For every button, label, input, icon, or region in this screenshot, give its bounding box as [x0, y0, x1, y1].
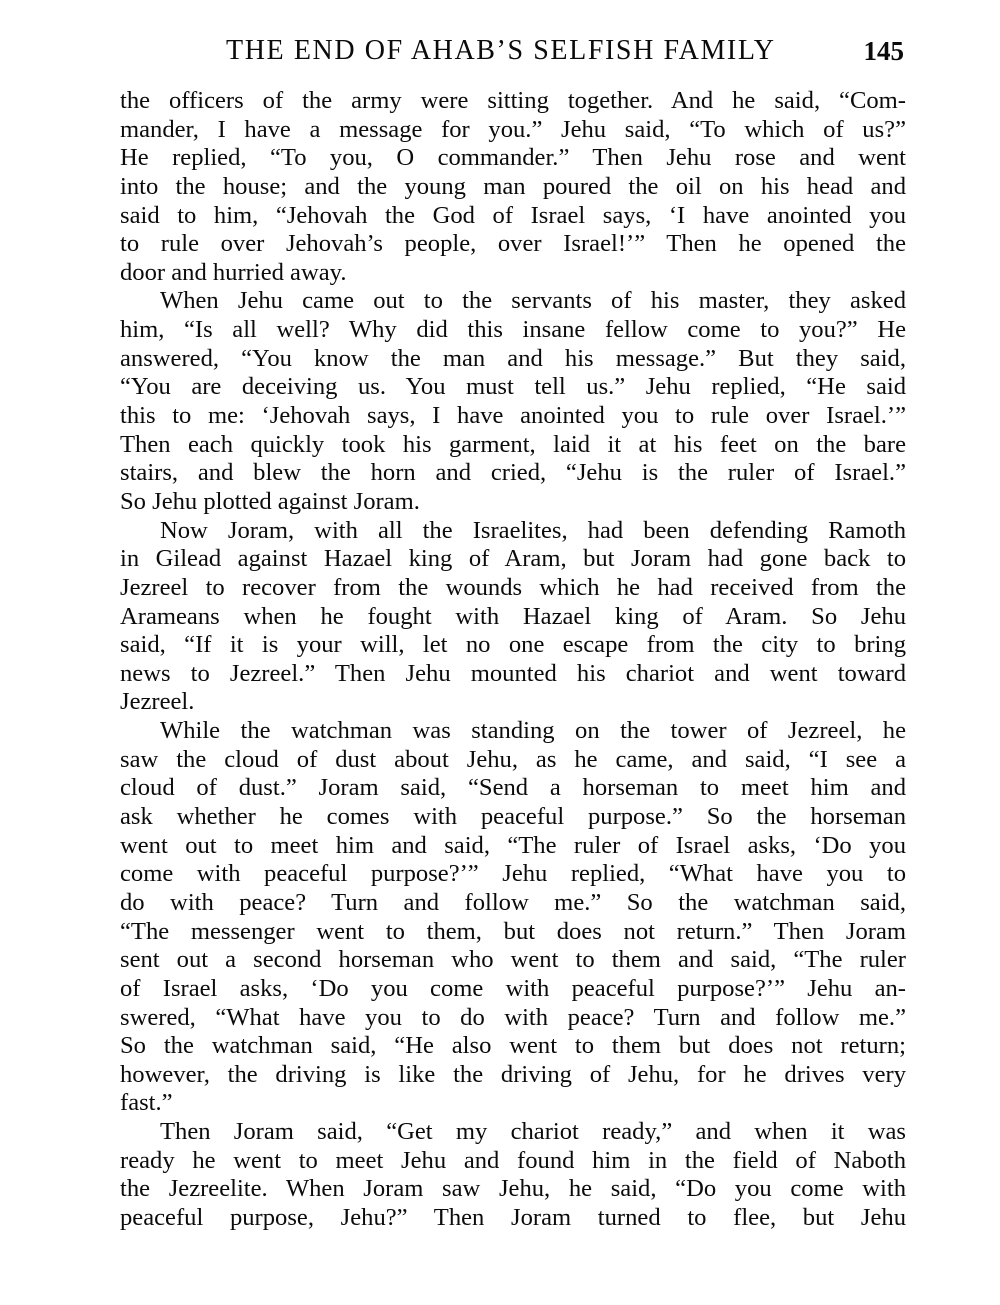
text-line: Then Joram said, “Get my chariot ready,” and when it was: [160, 1118, 906, 1146]
text-line: him, “Is all well? Why did this insane fellow come to you?” He: [120, 316, 906, 344]
text-line: to rule over Jehovah’s people, over Israel!’” Then he opened the: [120, 230, 906, 258]
running-head: [120, 31, 906, 71]
text-line: Jezreel to recover from the wounds which he had received from the: [120, 573, 906, 601]
text-line: stairs, and blew the horn and cried, “Jehu is the ruler of Israel.”: [120, 459, 906, 487]
text-line: Now Joram, with all the Israelites, had been defending Ramoth: [160, 516, 906, 544]
paragraph: [120, 287, 906, 516]
text-line: sent out a second horseman who went to them and said, “The ruler: [120, 946, 906, 974]
text-line: news to Jezreel.” Then Jehu mounted his chariot and went toward: [120, 659, 906, 687]
text-line: ask whether he comes with peaceful purpose.” So the horseman: [120, 803, 906, 831]
text-line: do with peace? Turn and follow me.” So the watchman said,: [120, 888, 906, 916]
text-line: mander, I have a message for you.” Jehu said, “To which of us?”: [120, 115, 906, 143]
text-line: come with peaceful purpose?’” Jehu replied, “What have you to: [120, 860, 906, 888]
page-number: 145: [863, 36, 904, 66]
text-line: When Jehu came out to the servants of his master, they asked: [160, 287, 906, 315]
text-line: Jezreel.: [120, 688, 195, 716]
text-line: said, “If it is your will, let no one escape from the city to bring: [120, 631, 906, 659]
text-line: answered, “You know the man and his message.” But they said,: [120, 344, 906, 372]
text-line: of Israel asks, ‘Do you come with peaceful purpose?’” Jehu an-: [120, 974, 906, 1002]
text-line: went out to meet him and said, “The ruler of Israel asks, ‘Do you: [120, 831, 906, 859]
text-line: So the watchman said, “He also went to them but does not return;: [120, 1032, 906, 1060]
text-line: While the watchman was standing on the tower of Jezreel, he: [160, 717, 906, 745]
text-line: So Jehu plotted against Joram.: [120, 487, 420, 515]
running-title: THE END OF AHAB’S SELFISH FAMILY: [226, 35, 776, 66]
paragraph: [120, 1118, 906, 1233]
text-line: “The messenger went to them, but does not return.” Then Joram: [120, 917, 906, 945]
text-line: this to me: ‘Jehovah says, I have anointed you to rule over Israel.’”: [120, 402, 906, 430]
paragraph: [120, 717, 906, 1118]
text-line: the officers of the army were sitting together. And he said, “Com-: [120, 87, 906, 114]
text-line: in Gilead against Hazael king of Aram, but Joram had gone back to: [120, 545, 906, 573]
body-text: [120, 87, 906, 1233]
text-line: said to him, “Jehovah the God of Israel says, ‘I have anointed you: [120, 201, 906, 229]
text-line: saw the cloud of dust about Jehu, as he came, and said, “I see a: [120, 745, 906, 773]
text-line: peaceful purpose, Jehu?” Then Joram turned to flee, but Jehu: [120, 1203, 906, 1231]
text-line: into the house; and the young man poured the oil on his head and: [120, 172, 906, 200]
text-line: Then each quickly took his garment, laid it at his feet on the bare: [120, 430, 906, 458]
text-line: swered, “What have you to do with peace? Turn and follow me.”: [120, 1003, 906, 1031]
text-line: “You are deceiving us. You must tell us.” Jehu replied, “He said: [120, 373, 906, 401]
paragraph: [120, 517, 906, 717]
text-line: cloud of dust.” Joram said, “Send a horseman to meet him and: [120, 774, 906, 802]
text-line: however, the driving is like the driving of Jehu, for he drives very: [120, 1060, 906, 1088]
text-line: fast.”: [120, 1089, 173, 1117]
text-line: ready he went to meet Jehu and found him in the field of Naboth: [120, 1146, 906, 1174]
paragraph: [120, 87, 906, 287]
text-line: Arameans when he fought with Hazael king of Aram. So Jehu: [120, 602, 906, 630]
text-line: the Jezreelite. When Joram saw Jehu, he said, “Do you come with: [120, 1175, 906, 1203]
text-line: He replied, “To you, O commander.” Then Jehu rose and went: [120, 144, 906, 172]
text-line: door and hurried away.: [120, 258, 347, 286]
